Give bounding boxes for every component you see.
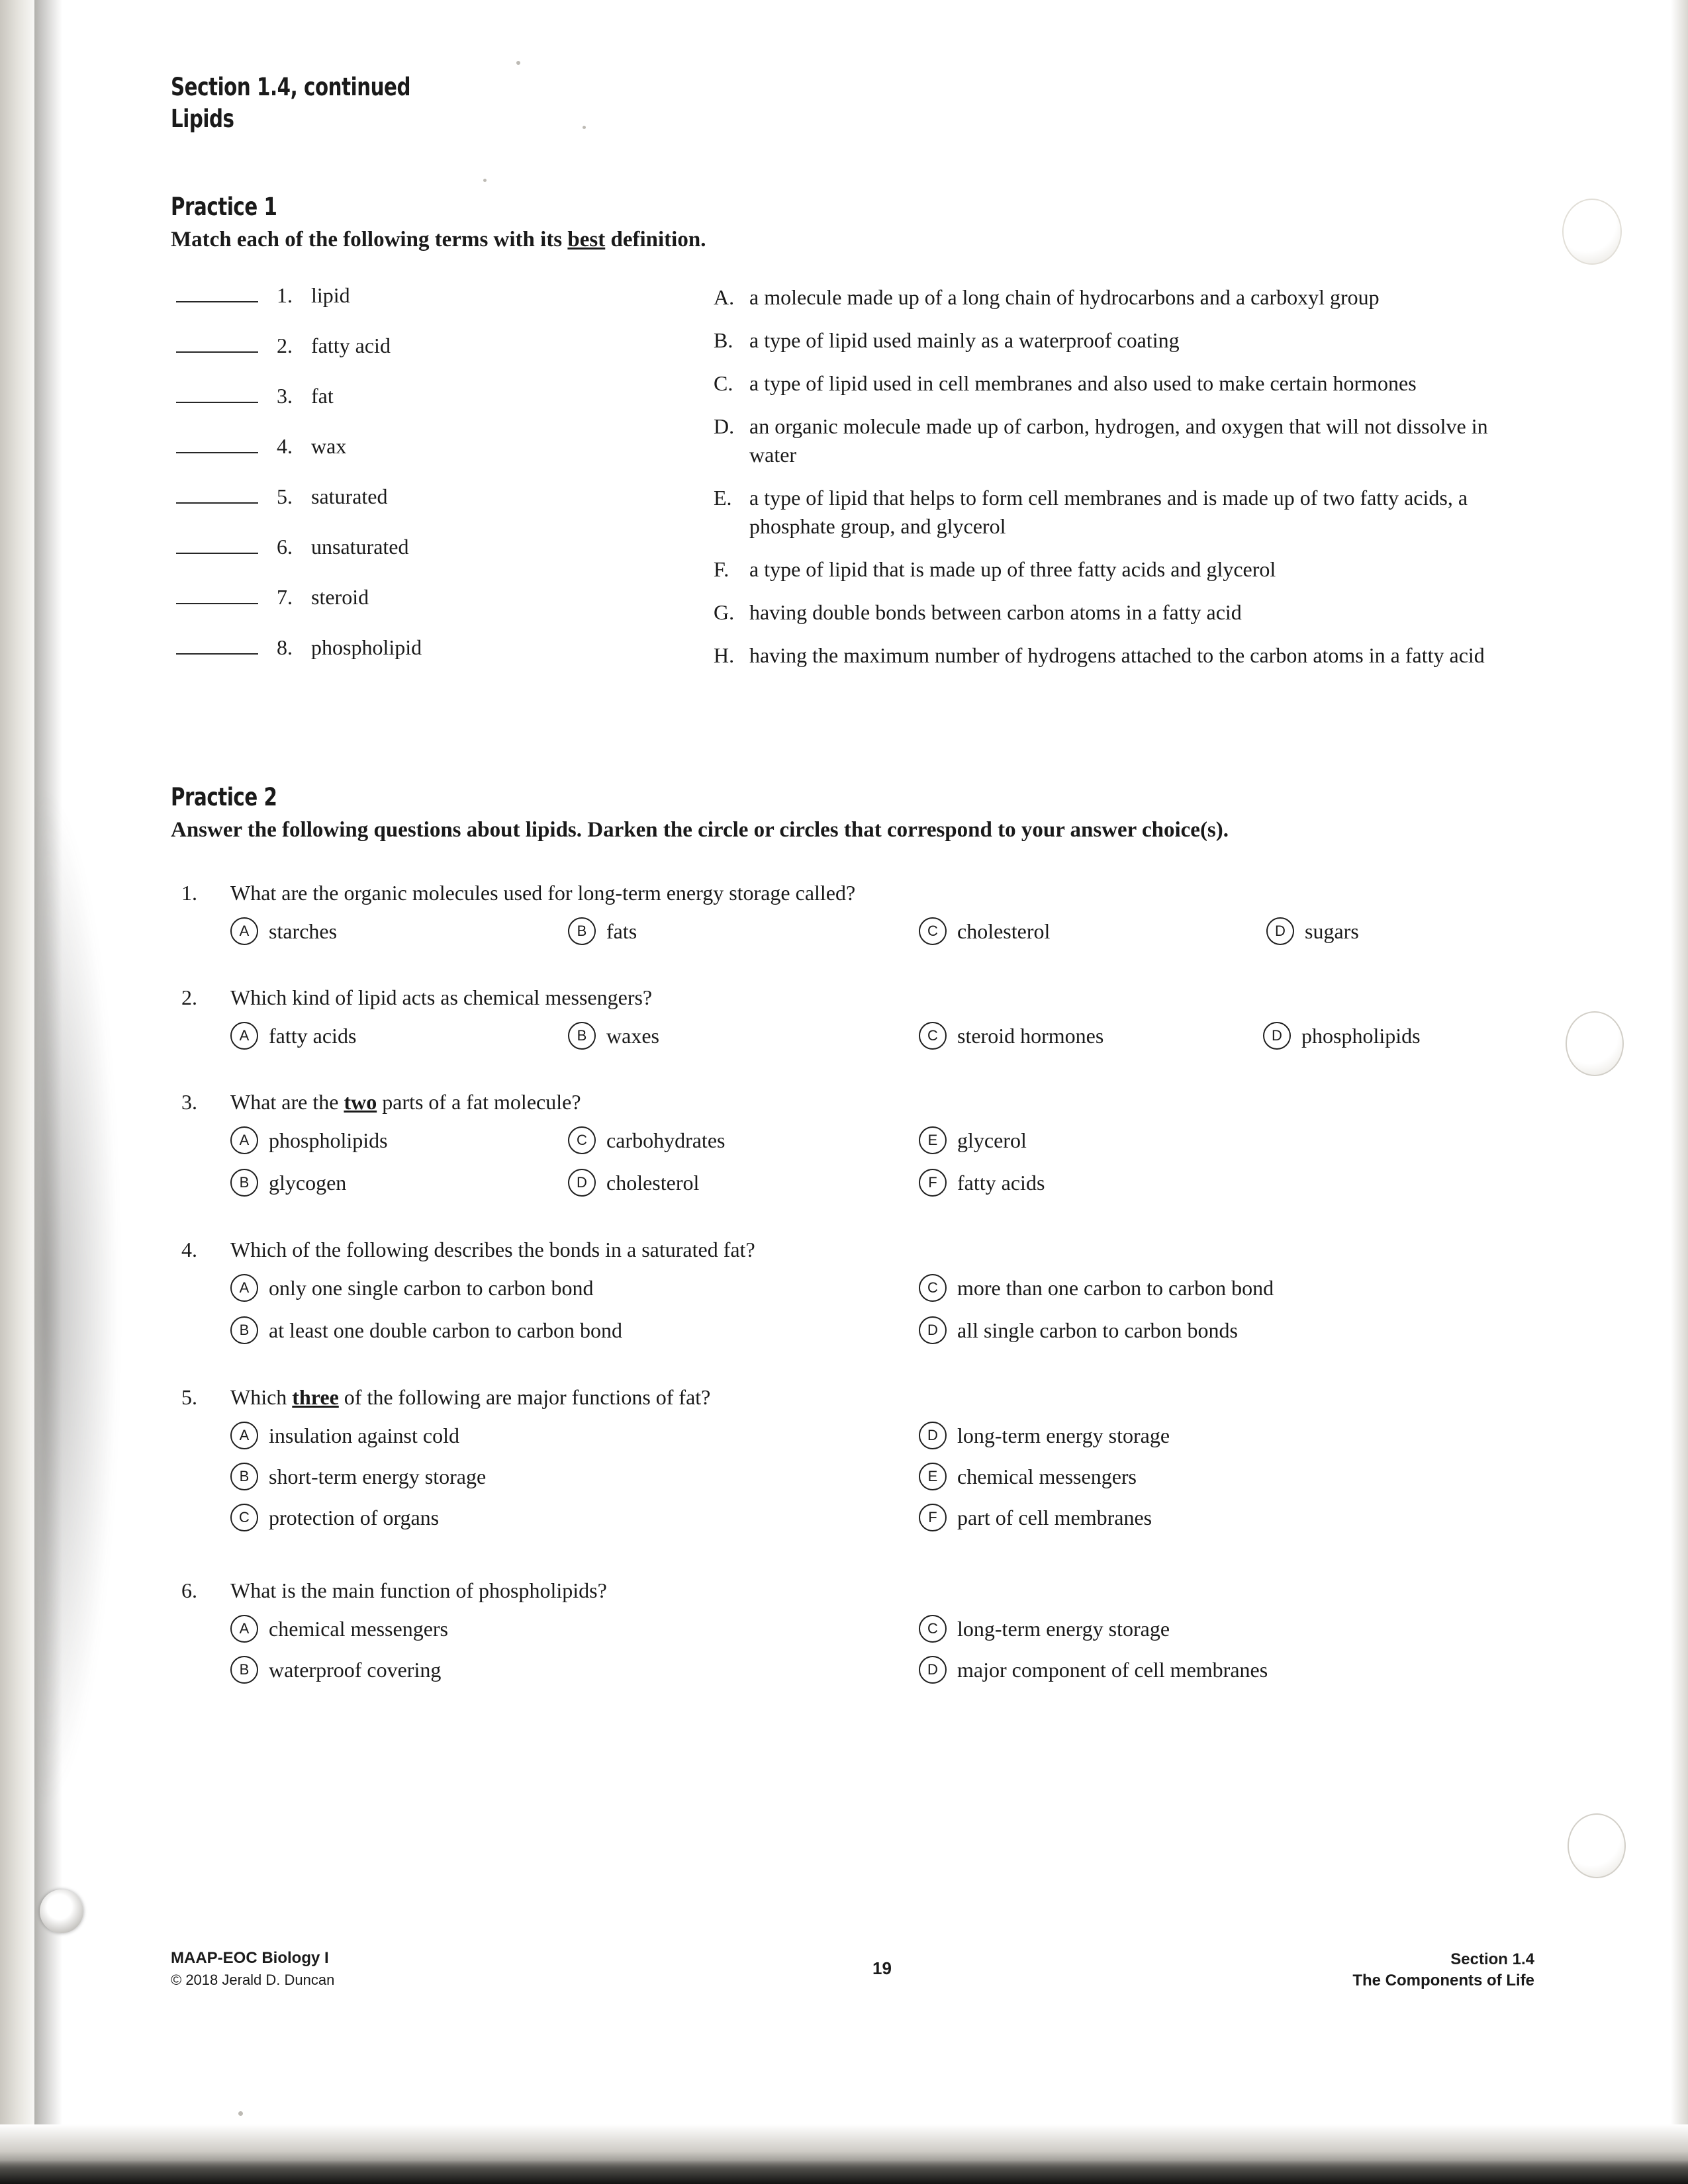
definition-letter: E. [714,486,732,510]
practice-1-instructions-post: definition. [605,228,706,251]
bubble-b[interactable]: B [230,1656,258,1684]
bubble-a[interactable]: A [230,917,258,945]
question-number: 2. [181,985,197,1009]
option-d[interactable] [919,1422,1170,1449]
question-1-line [171,879,1534,907]
bubble-b[interactable]: B [568,917,596,945]
option-label: cholesterol [606,1170,700,1195]
term-number: 7. [277,585,293,609]
bubble-a[interactable]: A [230,1022,258,1050]
term-number: 6. [277,535,293,559]
bubble-d[interactable]: D [568,1169,596,1197]
question-number: 1. [181,881,197,905]
bubble-d[interactable]: D [919,1422,947,1449]
bubble-a[interactable]: A [230,1274,258,1302]
answer-blank[interactable] [176,636,258,655]
option-label: major component of cell membranes [957,1657,1268,1682]
option-c[interactable] [230,1504,439,1531]
term-label: lipid [311,283,350,307]
definition-letter: A. [714,285,735,309]
practice-2-section [171,782,1534,1694]
definition-row [714,326,1534,355]
option-c[interactable] [919,917,1050,945]
question-4-line [171,1236,1534,1263]
bubble-d[interactable]: D [919,1656,947,1684]
bubble-e[interactable]: E [919,1463,947,1490]
option-a[interactable] [230,1615,448,1643]
definition-text: having double bonds between carbon atoms in a fatty acid [749,600,1242,624]
option-e[interactable] [919,1463,1137,1490]
question-6-line [171,1576,1534,1604]
option-label: glycogen [269,1170,347,1195]
definition-text: a type of lipid that helps to form cell membranes and is made up of two fatty acids, a phosphate group, and glycerol [749,486,1468,538]
option-d[interactable] [1263,1022,1421,1050]
option-a[interactable] [230,1126,388,1154]
question-5-options [171,1418,1534,1543]
footer-right [1352,1949,1534,1991]
question-number: 5. [181,1385,197,1409]
option-label: steroid hormones [957,1023,1104,1048]
matching-term-row[interactable] [171,635,687,686]
hole-punch-top [1562,199,1622,265]
page-right-edge-shading [1671,0,1688,2184]
footer-book-title: MAAP-EOC Biology I [171,1949,329,1967]
question-5-line [171,1383,1534,1411]
answer-blank[interactable] [176,586,258,604]
definition-letter: B. [714,328,733,352]
question-text-post: of the following are major functions of fat? [338,1385,711,1409]
matching-term-row[interactable] [171,535,687,585]
option-b[interactable] [230,1316,622,1344]
option-d[interactable] [568,1169,699,1197]
option-label: all single carbon to carbon bonds [957,1318,1238,1342]
definition-row [714,598,1534,627]
term-label: saturated [311,484,388,508]
question-text: What is the main function of phospholipids? [230,1578,607,1602]
answer-blank[interactable] [176,284,258,302]
option-label: chemical messengers [957,1464,1137,1488]
practice-1-instructions-emphasis: best [567,228,606,251]
option-label: phospholipids [1301,1023,1421,1048]
term-label: phospholipid [311,635,422,659]
definition-text: a type of lipid used mainly as a waterproof coating [749,328,1180,352]
question-number: 6. [181,1578,197,1602]
matching-term-row[interactable] [171,434,687,484]
question-text-pre: Which [230,1385,293,1409]
option-label: fatty acids [269,1023,357,1048]
option-c[interactable] [919,1615,1170,1643]
definition-row [714,369,1534,398]
question-text-pre: What are the [230,1090,344,1114]
bubble-b[interactable]: B [230,1169,258,1197]
option-label: fats [606,919,637,943]
answer-blank[interactable] [176,485,258,504]
definition-text: an organic molecule made up of carbon, hydrogen, and oxygen that will not dissolve in water [749,414,1488,467]
document-content [171,71,1534,1694]
option-label: only one single carbon to carbon bond [269,1275,594,1300]
bubble-d[interactable]: D [919,1316,947,1344]
option-c[interactable] [919,1274,1274,1302]
practice-2-instructions: Answer the following questions about lipids. Darken the circle or circles that correspond to your answer choice(s). [171,818,1229,842]
question-text [230,1383,1534,1411]
option-b[interactable] [568,1022,659,1050]
definition-text: a molecule made up of a long chain of hydrocarbons and a carboxyl group [749,285,1380,309]
bubble-c[interactable]: C [919,917,947,945]
question-2-line [171,983,1534,1011]
option-label: fatty acids [957,1170,1045,1195]
term-label: steroid [311,585,369,609]
bubble-d[interactable]: D [1263,1022,1291,1050]
option-c[interactable] [568,1126,725,1154]
definition-row [714,484,1534,541]
definition-row [714,555,1534,584]
answer-blank[interactable] [176,385,258,403]
definition-letter: F. [714,557,729,581]
term-number: 2. [277,334,293,357]
option-label: more than one carbon to carbon bond [957,1275,1274,1300]
practice-1-instructions [171,225,1534,254]
matching-term-row[interactable] [171,283,687,334]
option-label: long-term energy storage [957,1616,1170,1641]
option-label: cholesterol [957,919,1051,943]
option-label: glycerol [957,1128,1027,1152]
option-label: waxes [606,1023,659,1048]
definition-letter: H. [714,643,735,667]
bubble-b[interactable]: B [230,1463,258,1490]
option-label: insulation against cold [269,1423,459,1447]
option-label: at least one double carbon to carbon bond [269,1318,623,1342]
practice-1-instructions-pre: Match each of the following terms with its [171,228,568,251]
option-f[interactable] [919,1504,1152,1531]
section-continued-label: Section 1.4, continued [171,73,411,101]
practice-1-heading: Practice 1 [171,193,277,221]
hole-punch-bottom [1568,1813,1626,1878]
question-1 [171,879,1534,953]
option-b[interactable] [230,1463,486,1490]
term-number: 3. [277,384,293,408]
question-2 [171,983,1534,1058]
option-label: phospholipids [269,1128,388,1152]
scan-speck [238,2111,243,2116]
definition-text: a type of lipid used in cell membranes and also used to make certain hormones [749,371,1417,395]
bubble-e[interactable]: E [919,1126,947,1154]
hole-punch-left [40,1889,83,1933]
question-6-options [171,1611,1534,1694]
question-text: Which kind of lipid acts as chemical messengers? [230,985,653,1009]
matching-exercise [171,283,1534,760]
question-2-options [171,1018,1534,1058]
footer-page-number: 19 [872,1958,892,1978]
bubble-a[interactable]: A [230,1615,258,1643]
option-label: starches [269,919,338,943]
option-label: part of cell membranes [957,1505,1152,1529]
definition-text: having the maximum number of hydrogens attached to the carbon atoms in a fatty acid [749,643,1485,667]
bubble-a[interactable]: A [230,1126,258,1154]
term-label: fat [311,384,334,408]
practice-2-heading: Practice 2 [171,783,277,811]
bubble-b[interactable]: B [568,1022,596,1050]
bubble-c[interactable]: C [919,1274,947,1302]
hole-punch-middle [1566,1011,1624,1076]
bubble-d[interactable]: D [1266,917,1294,945]
bubble-a[interactable]: A [230,1422,258,1449]
question-3 [171,1088,1534,1205]
answer-blank[interactable] [176,435,258,453]
bubble-c[interactable]: C [919,1022,947,1050]
topic-title: Lipids [171,105,234,133]
answer-blank[interactable] [176,334,258,353]
option-e[interactable] [919,1126,1027,1154]
option-label: carbohydrates [606,1128,726,1152]
option-label: waterproof covering [269,1657,442,1682]
option-c[interactable] [919,1022,1103,1050]
bubble-f[interactable]: F [919,1504,947,1531]
definition-letter: C. [714,371,733,395]
option-d[interactable] [919,1316,1238,1344]
term-number: 1. [277,283,293,307]
question-5 [171,1383,1534,1543]
option-label: chemical messengers [269,1616,448,1641]
bubble-b[interactable]: B [230,1316,258,1344]
option-d[interactable] [1266,917,1359,945]
question-3-line [171,1088,1534,1116]
question-text: Which of the following describes the bonds in a saturated fat? [230,1238,755,1261]
option-f[interactable] [919,1169,1045,1197]
footer-left [171,1949,334,1989]
term-label: fatty acid [311,334,391,357]
question-text-emphasis: three [292,1385,339,1409]
option-b[interactable] [230,1656,441,1684]
question-text: What are the organic molecules used for long-term energy storage called? [230,881,856,905]
term-number: 8. [277,635,293,659]
term-number: 4. [277,434,293,458]
scan-speck [516,61,520,65]
footer-section-title: The Components of Life [1352,1972,1534,1989]
definition-row [714,641,1534,670]
definition-letter: G. [714,600,735,624]
option-b[interactable] [230,1169,346,1197]
option-a[interactable] [230,1274,594,1302]
footer-copyright: © 2018 Jerald D. Duncan [171,1972,335,1988]
definition-text: a type of lipid that is made up of three fatty acids and glycerol [749,557,1276,581]
matching-term-row[interactable] [171,334,687,384]
question-4 [171,1236,1534,1353]
definition-letter: D. [714,414,735,438]
matching-terms-column [171,283,687,686]
footer-section-number: Section 1.4 [1450,1950,1534,1968]
term-label: wax [311,434,347,458]
option-label: long-term energy storage [957,1423,1170,1447]
answer-blank[interactable] [176,535,258,554]
bubble-f[interactable]: F [919,1169,947,1197]
question-6 [171,1576,1534,1694]
matching-term-row[interactable] [171,384,687,434]
definition-row [714,283,1534,312]
option-label: protection of organs [269,1505,440,1529]
option-a[interactable] [230,917,337,945]
page-bottom-dark-edge [0,2160,1688,2184]
matching-term-row[interactable] [171,585,687,635]
option-b[interactable] [568,917,637,945]
definition-row [714,412,1534,469]
option-a[interactable] [230,1422,459,1449]
option-a[interactable] [230,1022,356,1050]
bubble-c[interactable]: C [568,1126,596,1154]
question-4-options [171,1270,1534,1353]
question-text-emphasis: two [344,1090,377,1114]
option-d[interactable] [919,1656,1268,1684]
question-number: 3. [181,1090,197,1114]
question-text-post: parts of a fat molecule? [377,1090,581,1114]
bubble-c[interactable]: C [230,1504,258,1531]
matching-term-row[interactable] [171,484,687,535]
option-label: sugars [1305,919,1359,943]
bubble-c[interactable]: C [919,1615,947,1643]
question-number: 4. [181,1238,197,1261]
term-label: unsaturated [311,535,409,559]
question-1-options [171,913,1534,953]
term-number: 5. [277,484,293,508]
question-3-options [171,1122,1534,1205]
page-left-blur-shadow [40,781,119,1813]
option-label: short-term energy storage [269,1464,487,1488]
question-text [230,1088,1534,1116]
matching-definitions-column [714,283,1534,684]
